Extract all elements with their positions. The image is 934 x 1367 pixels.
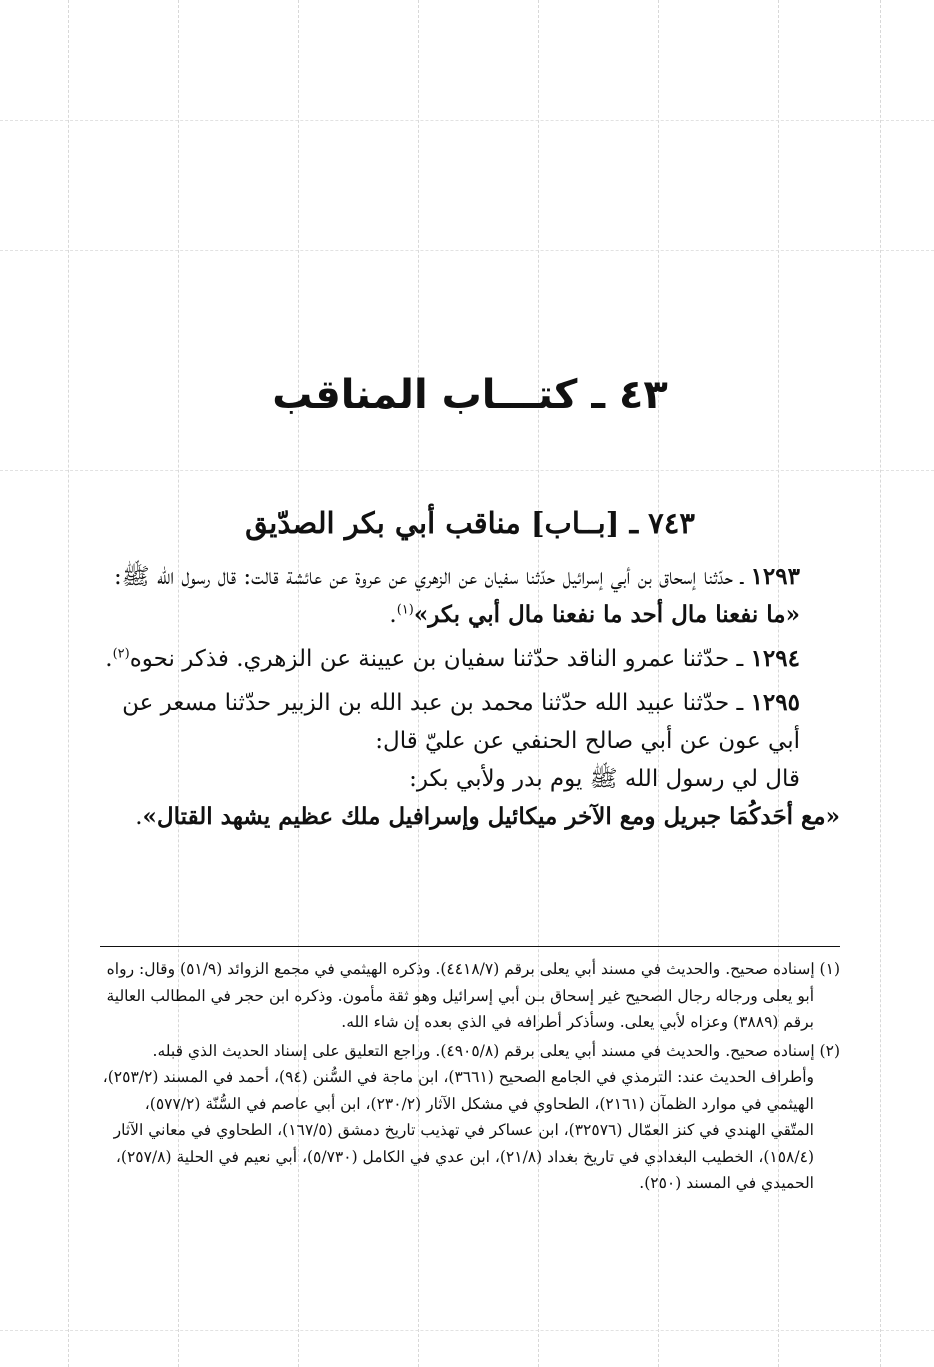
footnote-divider bbox=[100, 946, 840, 947]
hadith-body bbox=[100, 558, 840, 836]
footnotes bbox=[100, 956, 840, 1197]
footnote-ref: (١) bbox=[396, 602, 414, 618]
hadith-quote: «مع أحَدكُمَا جبريل ومع الآخر ميكائيل وإسرافيل ملك عظيم يشهد القتال» bbox=[142, 803, 840, 830]
book-title: ٤٣ ـ كتـــاب المناقب bbox=[272, 372, 668, 418]
hadith-text: ـ حدّثنا إسحاق بن أبي إسرائيل حدّثنا سفيان عن الزهري عن عروة عن عائشة قالت: قال رسول الله ﷺ: bbox=[114, 564, 751, 590]
hadith-text: ـ حدّثنا عبيد الله حدّثنا محمد بن عبد الله بن الزبير حدّثنا مسعر عن أبي عون عن أبي صالح الحنفي عن عليّ قال: bbox=[122, 690, 800, 754]
hadith-quote: «ما نفعنا مال أحد ما نفعنا مال أبي بكر» bbox=[413, 601, 800, 628]
hadith-1295-quote: «مع أحَدكُمَا جبريل ومع الآخر ميكائيل وإسرافيل ملك عظيم يشهد القتال». bbox=[135, 803, 840, 830]
hadith-number: ١٢٩٣ bbox=[750, 563, 800, 590]
hadith-1295-line2: قال لي رسول الله ﷺ يوم بدر ولأبي بكر: bbox=[409, 766, 800, 792]
footnote-1: (١) إسناده صحيح. والحديث في مسند أبي يعلى برقم (٤٤١٨/٧). وذكره الهيثمي في مجمع الزوائد (٥١/٩) وقال: رواه أبو يعلى ورجاله رجال الصحيح غير إسحاق بـن أبي إسرائيل وهو ثقة مأمون. وذكره ابن حجر في المطالب العالية برقم (٣٨٨٩) وعزاه لأبي يعلى. وسأذكر أطرافه في الذي بعده إن شاء الله. bbox=[106, 960, 840, 1031]
hadith-number: ١٢٩٥ bbox=[750, 689, 800, 716]
footnote-ref: (٢) bbox=[112, 646, 130, 662]
hadith-1295 bbox=[100, 684, 840, 760]
chapter-title: ٧٤٣ ـ [بــاب] مناقب أبي بكر الصدّيق bbox=[245, 506, 695, 540]
hadith-text: ـ حدّثنا عمرو الناقد حدّثنا سفيان بن عيينة عن الزهري. فذكر نحوه bbox=[129, 646, 751, 672]
hadith-number: ١٢٩٤ bbox=[750, 645, 800, 672]
hadith-1293-quote: «ما نفعنا مال أحد ما نفعنا مال أبي بكر»$^{(١)}$. bbox=[389, 601, 800, 628]
hadith-1293 bbox=[100, 558, 840, 596]
footnote-2: (٢) إسناده صحيح. والحديث في مسند أبي يعلى برقم (٤٩٠٥/٨). وراجع التعليق على إسناد الحديث الذي قبله. وأطراف الحديث عند: الترمذي في الجامع الصحيح (٣٦٦١)، ابن ماجة في السُّنن (٩٤)، أحمد في المسند (٢٥٣/٢)، الهيثمي في موارد الظمآن (٢١٦١)، الطحاوي في مشكل الآثار (٢٣٠/٢)، ابن أبي عاصم في السُّنّة (٥٧٧/٢)، المتّقي الهندي في كنز العمّال (٣٢٥٧٦)، ابن عساكر في تهذيب تاريخ دمشق (١٦٧/٥)، الطحاوي في معاني الآثار (١٥٨/٤)، الخطيب البغدادي في تاريخ بغداد (٢١/٨)، ابن عدي في الكامل (٥/٧٣٠)، أبي نعيم في الحلية (٢٥٧/٨)، الحميدي في المسند (٢٥٠). bbox=[102, 1041, 840, 1192]
document-page bbox=[100, 0, 840, 1367]
hadith-1294: ١٢٩٤ ـ حدّثنا عمرو الناقد حدّثنا سفيان بن عيينة عن الزهري. فذكر نحوه$^{(٢)}$. bbox=[105, 645, 800, 672]
